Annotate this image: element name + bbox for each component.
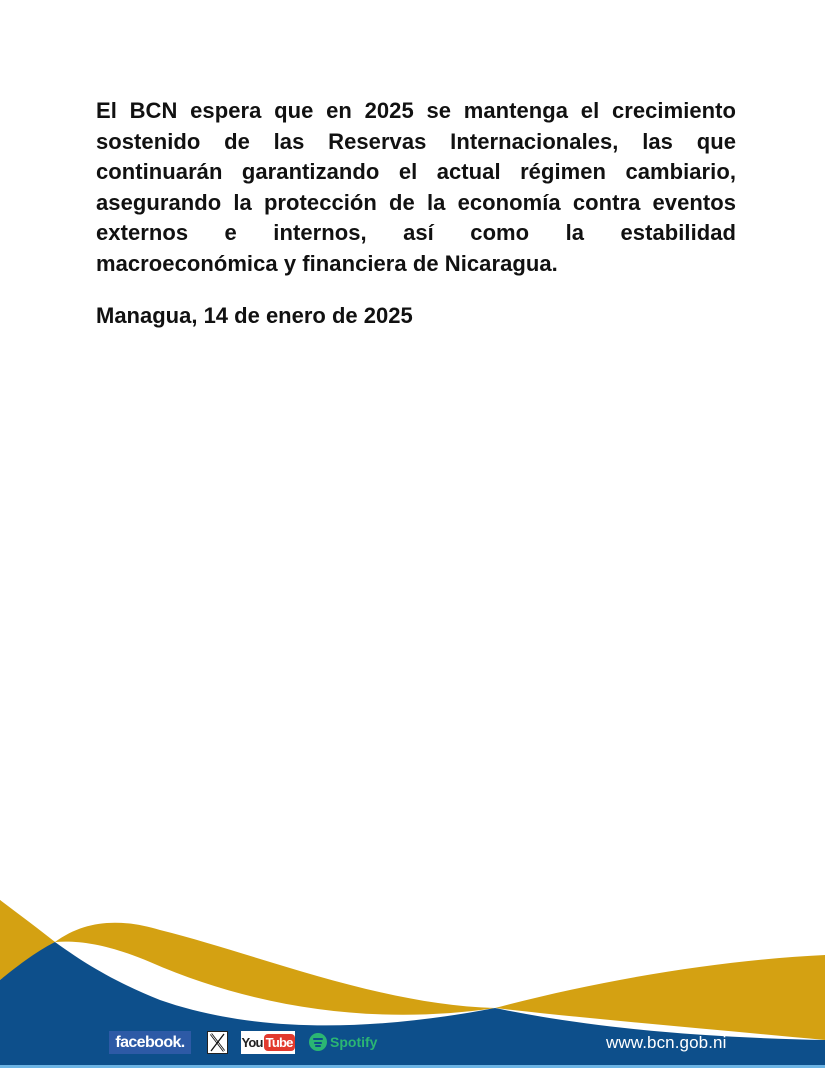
body-paragraph: El BCN espera que en 2025 se mantenga el crecimiento sostenido de las Reservas Internacionales, las que continuarán garantizando el actual régimen cambiario, asegurando la protección de la economía contra eventos externos e internos, así como la estabilidad macroeconómica y financiera de Nicaragua. [96, 98, 736, 276]
facebook-logo[interactable]: facebook. [109, 1031, 191, 1054]
website-link[interactable]: www.bcn.gob.ni [606, 1033, 727, 1052]
document-body [96, 96, 736, 331]
spotify-icon [309, 1033, 327, 1051]
place-date-signoff: Managua, 14 de enero de 2025 [96, 303, 413, 328]
spotify-logo[interactable]: Spotify [309, 1031, 377, 1053]
x-logo-icon[interactable] [207, 1031, 228, 1054]
youtube-logo[interactable]: You Tube [241, 1031, 295, 1054]
